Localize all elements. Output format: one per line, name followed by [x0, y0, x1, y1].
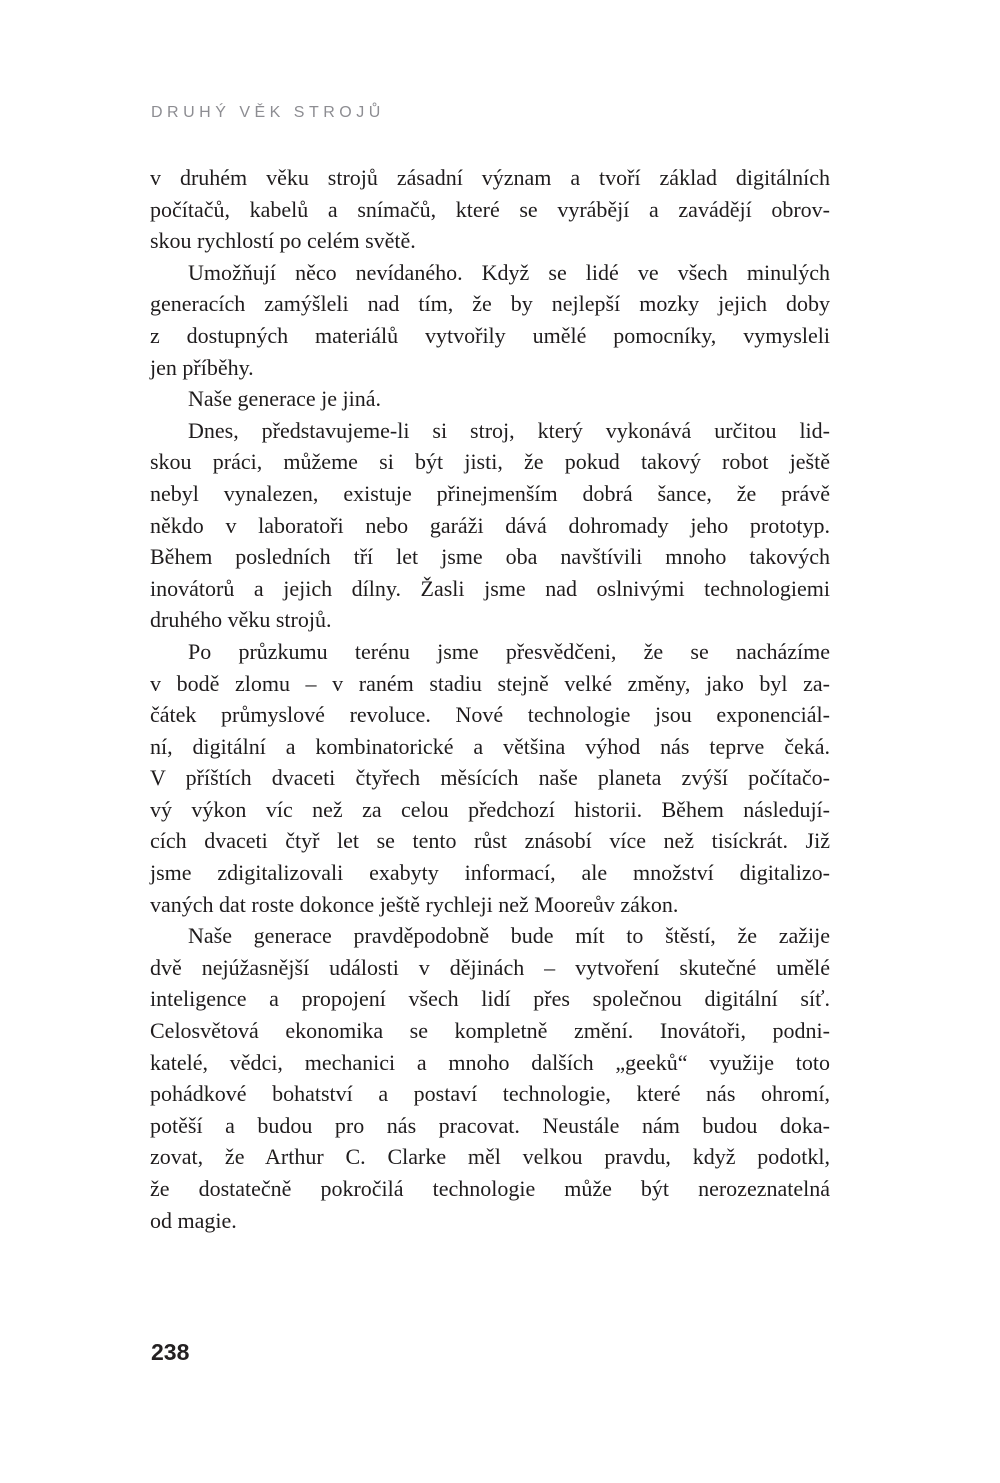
text-line: katelé, vědci, mechanici a mnoho dalších „geeků“ využije toto — [150, 1049, 830, 1075]
text-line: potěší a budou pro nás pracovat. Neustále nám budou doka- — [150, 1112, 830, 1138]
page-number: 238 — [151, 1339, 190, 1365]
text-line: pohádkové bohatství a postaví technologie, které nás ohromí, — [150, 1081, 830, 1107]
text-line: Naše generace je jiná. — [188, 386, 381, 412]
text-line: cích dvaceti čtyř let se tento růst znásobí více než tisíckrát. Již — [150, 828, 830, 854]
text-line: Celosvětová ekonomika se kompletně změní. Inovátoři, podni- — [150, 1018, 830, 1044]
text-line: zovat, že Arthur C. Clarke měl velkou pravdu, když podotkl, — [150, 1144, 830, 1170]
paragraph — [150, 383, 830, 415]
text-line: čátek průmyslové revoluce. Nové technologie jsou exponenciál- — [150, 702, 830, 728]
text-line: Naše generace pravděpodobně bude mít to štěstí, že zažije — [188, 923, 830, 949]
running-head: DRUHÝ VĚK STROJŮ — [151, 104, 385, 121]
text-line: že dostatečně pokročilá technologie může být nerozeznatelná — [150, 1176, 830, 1201]
text-line: jsme zdigitalizovali exabyty informací, ale množství digitalizo- — [150, 860, 830, 886]
text-line: vaných dat roste dokonce ještě rychleji než Mooreův zákon. — [150, 891, 679, 917]
paragraph — [150, 636, 830, 920]
text-line: druhého věku strojů. — [150, 607, 332, 633]
text-line: počítačů, kabelů a snímačů, které se vyrábějí a zavádějí obrov- — [150, 196, 830, 222]
text-line: generacích zamýšleli nad tím, že by nejlepší mozky jejich doby — [150, 291, 830, 317]
text-line: Dnes, představujeme-li si stroj, který vykonává určitou lid- — [188, 417, 830, 443]
text-line: od magie. — [150, 1207, 237, 1233]
text-line: inteligence a propojení všech lidí přes společnou digitální síť. — [150, 986, 830, 1012]
text-line: vý výkon víc než za celou předchozí historii. Během následují- — [150, 796, 830, 822]
text-line: ní, digitální a kombinatorické a většina výhod nás teprve čeká. — [150, 733, 830, 759]
paragraph — [150, 415, 830, 636]
text-line: inovátorů a jejich dílny. Žasli jsme nad oslnivými technologiemi — [150, 575, 830, 601]
text-line: skou rychlostí po celém světě. — [150, 228, 416, 254]
text-line: z dostupných materiálů vytvořily umělé pomocníky, vymysleli — [150, 322, 830, 348]
paragraph — [150, 920, 830, 1236]
text-line: někdo v laboratoři nebo garáži dává dohromady jeho prototyp. — [150, 512, 830, 538]
text-line: Během posledních tří let jsme oba navštívili mnoho takových — [150, 544, 830, 570]
text-line: Umožňují něco nevídaného. Když se lidé ve všech minulých — [188, 259, 830, 285]
paragraph — [150, 162, 830, 257]
text-line: skou práci, můžeme si být jisti, že pokud takový robot ještě — [150, 449, 830, 475]
text-line: nebyl vynalezen, existuje přinejmenším dobrá šance, že právě — [150, 480, 830, 506]
text-line: dvě nejúžasnější události v dějinách – vytvoření skutečné umělé — [150, 954, 830, 980]
text-line: Po průzkumu terénu jsme přesvědčeni, že se nacházíme — [188, 638, 830, 664]
text-line: jen příběhy. — [150, 354, 254, 380]
paragraph — [150, 257, 830, 383]
text-line: v bodě zlomu – v raném stadiu stejně velké změny, jako byl za- — [150, 670, 830, 696]
body-text — [150, 162, 830, 1236]
text-line: V příštích dvaceti čtyřech měsících naše planeta zvýší počítačo- — [150, 765, 830, 791]
text-line: v druhém věku strojů zásadní význam a tvoří základ digitálních — [150, 165, 830, 190]
